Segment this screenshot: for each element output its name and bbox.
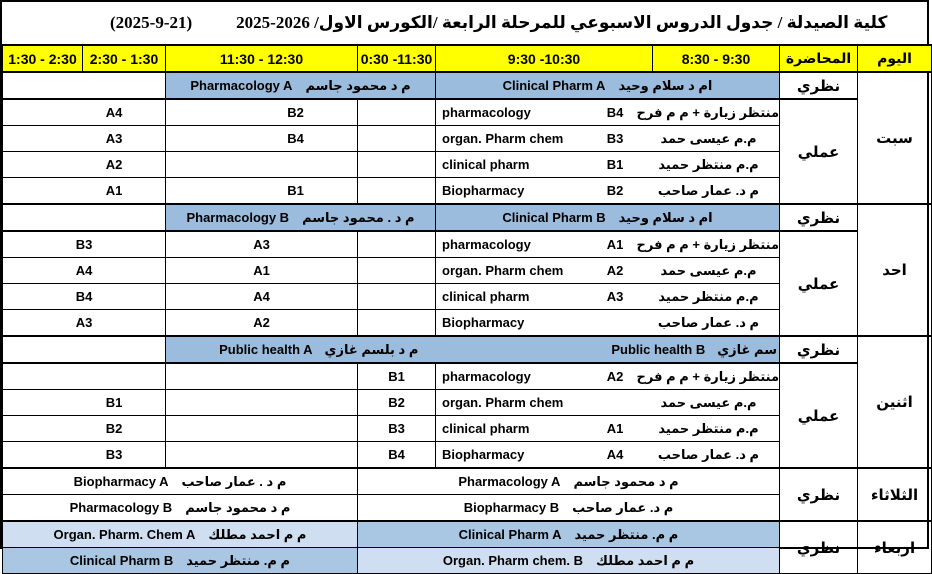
- practical-course-cell: [436, 416, 780, 442]
- course-name: Pharmacology B: [69, 500, 173, 515]
- teacher-name: م.م عيسى حمد: [660, 130, 757, 146]
- empty-cell: [3, 336, 166, 363]
- day-name-cell: اربعاء: [858, 521, 932, 574]
- course-name: clinical pharm: [442, 289, 530, 304]
- saturday-theory-row: [3, 72, 932, 99]
- header-row: [3, 45, 932, 72]
- teacher-name: م د . عمار صاحب: [181, 473, 287, 489]
- teacher-name: م م. منتظر حميد: [186, 552, 291, 568]
- section-label: A4: [606, 447, 624, 462]
- sunday-theory-row: [3, 204, 932, 231]
- theory-course-cell: [436, 72, 780, 99]
- practical-course-cell: [436, 363, 780, 390]
- section-cell: B2: [358, 390, 436, 416]
- lecture-type-cell: نظري: [780, 204, 858, 231]
- section-label: A1: [606, 421, 624, 436]
- section-cell: A4: [3, 258, 166, 284]
- teacher-name: م د. عمار صاحب: [657, 182, 760, 198]
- practical-course-cell: [436, 310, 780, 337]
- empty-cell: [3, 72, 166, 99]
- teacher-name: منتظر زيارة + م م فرح: [636, 104, 779, 120]
- section-cell: [166, 416, 358, 442]
- theory-course-cell: [358, 468, 780, 495]
- course-name: Clinical Pharm B: [69, 553, 174, 568]
- teacher-name: منتظر زيارة + م م فرح: [636, 368, 779, 384]
- time-header-3: 11:30 - 12:30: [166, 45, 358, 72]
- practical-course-cell: [436, 258, 780, 284]
- saturday-practical-row: [3, 99, 932, 126]
- section-cell: [166, 363, 358, 390]
- section-label: A1: [606, 237, 624, 252]
- course-name: pharmacology: [442, 237, 531, 252]
- section-label: B2: [606, 183, 624, 198]
- lecture-type-cell: نظري: [780, 336, 858, 363]
- teacher-name: م م. منتظر حميد: [574, 526, 679, 542]
- theory-course-cell: [3, 521, 358, 548]
- section-cell: B4: [166, 126, 358, 152]
- title-date: (2025-9-21): [110, 13, 193, 32]
- section-label: A2: [606, 263, 624, 278]
- teacher-name: م د محمود جاسم: [573, 473, 679, 489]
- theory-course-cell: [436, 204, 780, 231]
- practical-course-cell: [436, 390, 780, 416]
- course-name: Biopharmacy: [442, 447, 525, 462]
- section-cell: B1: [358, 363, 436, 390]
- practical-course-cell: [436, 442, 780, 469]
- practical-course-cell: [436, 284, 780, 310]
- section-cell: [358, 178, 436, 205]
- course-name: Organ. Pharm. Chem A: [53, 527, 196, 542]
- course-name: Biopharmacy B: [463, 500, 560, 515]
- course-name: Biopharmacy: [442, 315, 525, 330]
- practical-course-cell: [436, 126, 780, 152]
- course-name: Organ. Pharm chem. B: [442, 553, 584, 568]
- course-name: pharmacology: [442, 369, 531, 384]
- section-cell: B2: [3, 416, 166, 442]
- section-cell: B2: [166, 99, 358, 126]
- section-cell: [358, 284, 436, 310]
- course-name: Clinical Pharm A: [458, 527, 562, 542]
- section-cell: A3: [3, 310, 166, 337]
- section-cell: [3, 363, 166, 390]
- teacher-name: م د. عمار صاحب: [657, 446, 760, 462]
- course-name: organ. Pharm chem: [442, 263, 564, 278]
- section-cell: [166, 390, 358, 416]
- section-cell: A4: [3, 99, 166, 126]
- teacher-name: م.م عيسى حمد: [660, 262, 757, 278]
- theory-course-cell: [3, 548, 358, 574]
- time-header-1: 1:30 - 2:30: [3, 45, 83, 72]
- lecture-type-cell: نظري: [780, 72, 858, 99]
- course-name: organ. Pharm chem: [442, 395, 564, 410]
- monday-practical-row: [3, 363, 932, 390]
- section-cell: B1: [166, 178, 358, 205]
- teacher-name: م د . محمود جاسم: [302, 209, 415, 225]
- course-name: clinical pharm: [442, 157, 530, 172]
- theory-course-cell: [358, 548, 780, 574]
- theory-course-cell: [3, 495, 358, 522]
- theory-course-cell: [166, 204, 436, 231]
- day-name-cell: احد: [858, 204, 932, 336]
- section-cell: [358, 152, 436, 178]
- teacher-name: ام د سلام وحيد: [618, 209, 713, 225]
- time-header-5: 9:30 -10:30: [436, 45, 653, 72]
- day-header: اليوم: [858, 45, 932, 72]
- section-cell: A4: [166, 284, 358, 310]
- section-cell: B1: [3, 390, 166, 416]
- lecture-type-cell: نظري: [780, 521, 858, 574]
- lecture-type-cell: عملي: [780, 363, 858, 468]
- course-name: Pharmacology B: [186, 210, 290, 225]
- teacher-name: منتظر زيارة + م م فرح: [636, 236, 779, 252]
- teacher-name: م.م منتظر حميد: [658, 288, 759, 304]
- course-name: Pharmacology A: [458, 474, 561, 489]
- tuesday-row: [3, 468, 932, 495]
- course-name: Public health B: [611, 342, 706, 357]
- lecture-type-cell: نظري: [780, 468, 858, 521]
- section-label: A3: [606, 289, 624, 304]
- schedule-table: [2, 44, 932, 574]
- course-name: Biopharmacy A: [73, 474, 169, 489]
- section-label: B1: [606, 157, 624, 172]
- time-header-2: 2:30 - 1:30: [83, 45, 166, 72]
- section-cell: [358, 258, 436, 284]
- course-name: clinical pharm: [442, 421, 530, 436]
- section-cell: B4: [358, 442, 436, 469]
- monday-theory-row: [3, 336, 932, 363]
- section-cell: B3: [3, 231, 166, 258]
- teacher-name: م.م منتظر حميد: [658, 156, 759, 172]
- theory-course-cell: [358, 521, 780, 548]
- lecture-type-cell: عملي: [780, 99, 858, 204]
- time-header-6: 8:30 - 9:30: [653, 45, 780, 72]
- teacher-name: م م احمد مطلك: [208, 526, 307, 542]
- theory-course-cell: [3, 468, 358, 495]
- section-cell: B3: [358, 416, 436, 442]
- course-name: organ. Pharm chem: [442, 131, 564, 146]
- teacher-name: سم غازي: [717, 341, 777, 357]
- section-cell: B3: [3, 442, 166, 469]
- course-name: Clinical Pharm A: [502, 78, 606, 93]
- section-cell: A2: [166, 310, 358, 337]
- section-cell: [358, 99, 436, 126]
- section-label: B3: [606, 131, 624, 146]
- teacher-name: م د. عمار صاحب: [657, 314, 760, 330]
- teacher-name: م د بلسم غازي: [324, 341, 419, 357]
- section-cell: B4: [3, 284, 166, 310]
- practical-course-cell: [436, 152, 780, 178]
- teacher-name: م.م منتظر حميد: [658, 420, 759, 436]
- teacher-name: م د. عمار صاحب: [572, 499, 674, 515]
- course-name: Pharmacology A: [190, 78, 293, 93]
- practical-course-cell: [436, 178, 780, 205]
- lecture-header: المحاضرة: [780, 45, 858, 72]
- section-label: A2: [606, 369, 624, 384]
- teacher-name: م.م عيسى حمد: [660, 394, 757, 410]
- course-name: Clinical Pharm B: [502, 210, 606, 225]
- section-cell: [358, 231, 436, 258]
- section-cell: [166, 152, 358, 178]
- course-name: Public health A: [219, 342, 313, 357]
- sunday-practical-row: [3, 231, 932, 258]
- title-text: كلية الصيدلة / جدول الدروس الاسبوعي للمرحلة الرابعة /الكورس الاول/ 2026-2025: [236, 13, 888, 32]
- section-cell: [166, 442, 358, 469]
- lecture-type-cell: عملي: [780, 231, 858, 336]
- day-name-cell: سبت: [858, 72, 932, 204]
- wednesday-row: [3, 521, 932, 548]
- teacher-name: م م احمد مطلك: [596, 552, 695, 568]
- teacher-name: م د محمود جاسم: [185, 499, 291, 515]
- empty-cell: [3, 204, 166, 231]
- section-cell: A2: [3, 152, 166, 178]
- teacher-name: ام د سلام وحيد: [618, 77, 713, 93]
- day-name-cell: اثنين: [858, 336, 932, 468]
- practical-course-cell: [436, 99, 780, 126]
- course-name: Biopharmacy: [442, 183, 525, 198]
- section-cell: A3: [166, 231, 358, 258]
- time-header-4: 0:30 -11:30: [358, 45, 436, 72]
- section-cell: [358, 310, 436, 337]
- section-cell: [358, 126, 436, 152]
- practical-course-cell: [436, 231, 780, 258]
- section-cell: A1: [166, 258, 358, 284]
- theory-course-cell: [358, 495, 780, 522]
- day-name-cell: الثلاثاء: [858, 468, 932, 521]
- page-title: [2, 2, 927, 44]
- theory-course-cell: [166, 72, 436, 99]
- course-name: pharmacology: [442, 105, 531, 120]
- section-cell: A1: [3, 178, 166, 205]
- section-label: B4: [606, 105, 624, 120]
- theory-course-cell: [166, 336, 780, 363]
- section-cell: A3: [3, 126, 166, 152]
- teacher-name: م د محمود جاسم: [305, 77, 411, 93]
